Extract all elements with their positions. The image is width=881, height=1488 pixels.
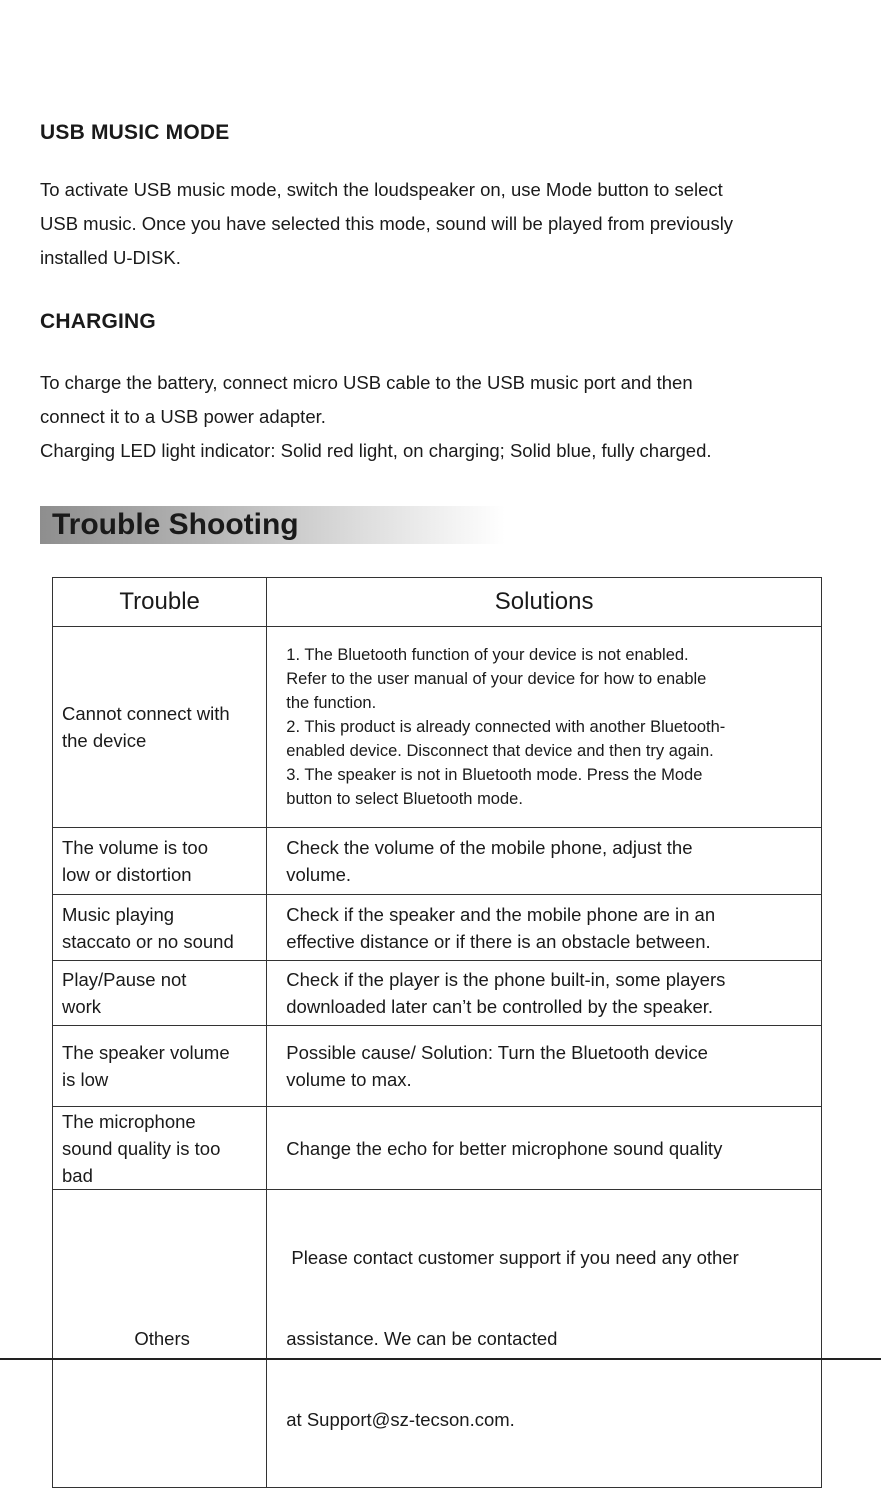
solution-line: volume to max. [286,1069,412,1090]
trouble-line: is low [62,1069,109,1090]
table-row [53,627,822,828]
solution-line: volume. [286,864,352,885]
solution-line: Possible cause/ Solution: Turn the Bluetooth device [286,1042,708,1063]
paragraph-line: installed U-DISK. [40,247,181,268]
paragraph-line: connect it to a USB power adapter. [40,406,326,427]
trouble-cell [53,828,267,895]
solution-cell [267,828,822,895]
solution-line: 1. The Bluetooth function of your device is not enabled. [286,646,689,664]
solution-line: button to select Bluetooth mode. [286,790,523,808]
header-trouble: Trouble [53,578,267,627]
solution-line: 3. The speaker is not in Bluetooth mode. Press the Mode [286,766,703,784]
solution-cell [267,1107,822,1190]
header-solutions: Solutions [267,578,822,627]
trouble-line: sound quality is too [62,1137,221,1159]
trouble-cell [53,627,267,828]
charging-paragraph [40,366,855,468]
table-header-row [53,578,822,627]
trouble-line: low or distortion [62,864,192,885]
trouble-line: bad [62,1164,93,1186]
table-row [53,1190,822,1488]
solution-line: enabled device. Disconnect that device and then try again. [286,742,714,760]
table-row [53,1026,822,1107]
trouble-line: The speaker volume [62,1042,230,1063]
paragraph-line: To activate USB music mode, switch the loudspeaker on, use Mode button to select [40,179,723,200]
trouble-cell [53,895,267,961]
trouble-cell [53,1026,267,1107]
trouble-line: Others [134,1328,190,1349]
trouble-line: The microphone [62,1110,196,1132]
solution-line: Change the echo for better microphone sound quality [286,1137,723,1159]
paragraph-line: To charge the battery, connect micro USB cable to the USB music port and then [40,372,693,393]
trouble-line: Cannot connect with [62,703,230,724]
solution-cell [267,1026,822,1107]
trouble-line: Play/Pause not [62,969,187,990]
charging-heading: CHARGING [40,310,156,333]
solution-cell [267,961,822,1026]
solution-line: the function. [286,694,377,712]
trouble-line: staccato or no sound [62,930,234,952]
solution-line: Check if the speaker and the mobile phone are in an [286,903,716,925]
trouble-cell [53,1107,267,1190]
solution-cell [267,627,822,828]
solution-cell [267,895,822,961]
usb-music-mode-paragraph [40,173,855,275]
table-row [53,1107,822,1190]
solution-line: assistance. We can be contacted [286,1328,558,1349]
table-row [53,961,822,1026]
solution-line: downloaded later can’t be controlled by the speaker. [286,996,714,1017]
solution-line: Check if the player is the phone built-in, some players [286,969,726,990]
trouble-shooting-title: Trouble Shooting [52,508,299,541]
solution-cell [267,1190,822,1488]
trouble-line: the device [62,730,147,751]
trouble-line: The volume is too [62,837,209,858]
page-bottom-rule [0,1358,881,1360]
table-row [53,828,822,895]
solution-line: Refer to the user manual of your device for how to enable [286,670,707,688]
solution-line: Check the volume of the mobile phone, adjust the [286,837,693,858]
solution-line: effective distance or if there is an obstacle between. [286,930,711,952]
trouble-line: Music playing [62,903,175,925]
trouble-line: work [62,996,102,1017]
table-row [53,895,822,961]
paragraph-line: Charging LED light indicator: Solid red light, on charging; Solid blue, fully charged. [40,440,712,461]
solution-line: Please contact customer support if you need any other [286,1247,739,1268]
solution-line: 2. This product is already connected with another Bluetooth- [286,718,726,736]
trouble-cell [53,1190,267,1488]
trouble-shooting-banner [40,506,505,544]
trouble-cell [53,961,267,1026]
paragraph-line: USB music. Once you have selected this mode, sound will be played from previously [40,213,734,234]
trouble-shooting-table [52,577,822,1488]
contact-email-line: at Support@sz-tecson.com. [286,1409,515,1430]
usb-music-mode-heading: USB MUSIC MODE [40,121,230,144]
